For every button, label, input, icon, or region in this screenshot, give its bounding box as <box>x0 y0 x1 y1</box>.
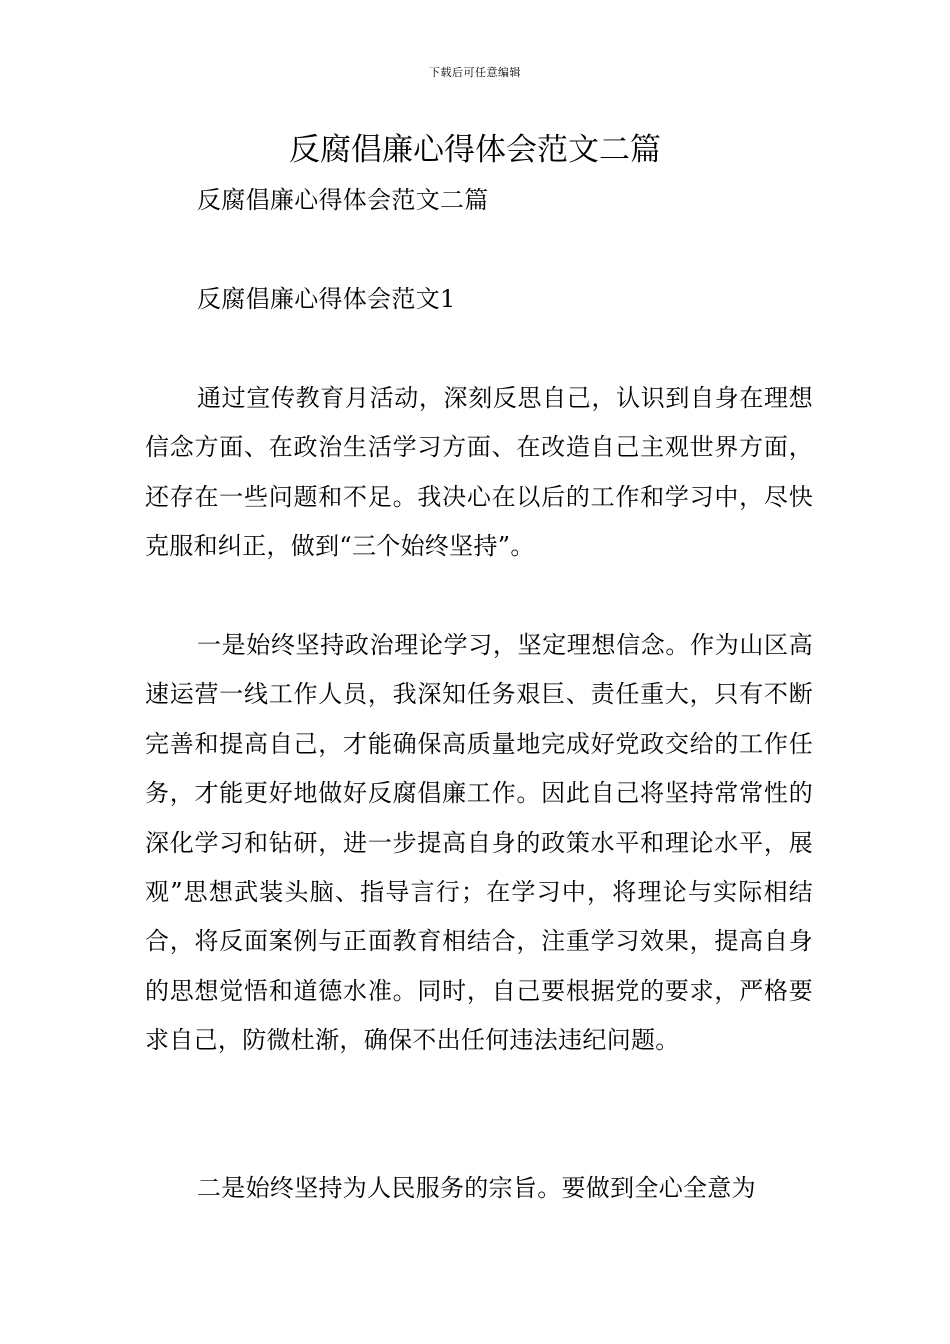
body-paragraph-3: 二是始终坚持为人民服务的宗旨。要做到全心全意为 <box>197 1174 756 1202</box>
body-paragraph-2: 一是始终坚持政治理论学习，坚定理想信念。作为山区高速运营一线工作人员，我深知任务艰巨、责任重大，只有不断完善和提高自己，才能确保高质量地完成好党政交给的工作任务，才能更好地做好反腐倡廉工作。因此自己将坚持常常性的深化学习和钻研，进一步提高自身的政策水平和理论水平，展观”思想武装头脑、指导言行；在学习中，将理论与实际相结合，将反面案例与正面教育相结合，注重学习效果，提高自身的思想觉悟和道德水准。同时，自己要根据党的要求，严格要求自己，防微杜渐，确保不出任何违法违纪问题。 <box>145 631 813 1055</box>
section-heading: 反腐倡廉心得体会范文1 <box>197 285 456 313</box>
subtitle-paragraph: 反腐倡廉心得体会范文二篇 <box>197 186 489 214</box>
document-title: 反腐倡廉心得体会范文二篇 <box>289 132 661 168</box>
header-note: 下载后可任意编辑 <box>429 66 521 79</box>
body-paragraph-1: 通过宣传教育月活动，深刻反思自己，认识到自身在理想信念方面、在政治生活学习方面、在改造自己主观世界方面，还存在一些问题和不足。我决心在以后的工作和学习中，尽快克服和纠正，做到“三个始终坚持”。 <box>145 384 813 561</box>
